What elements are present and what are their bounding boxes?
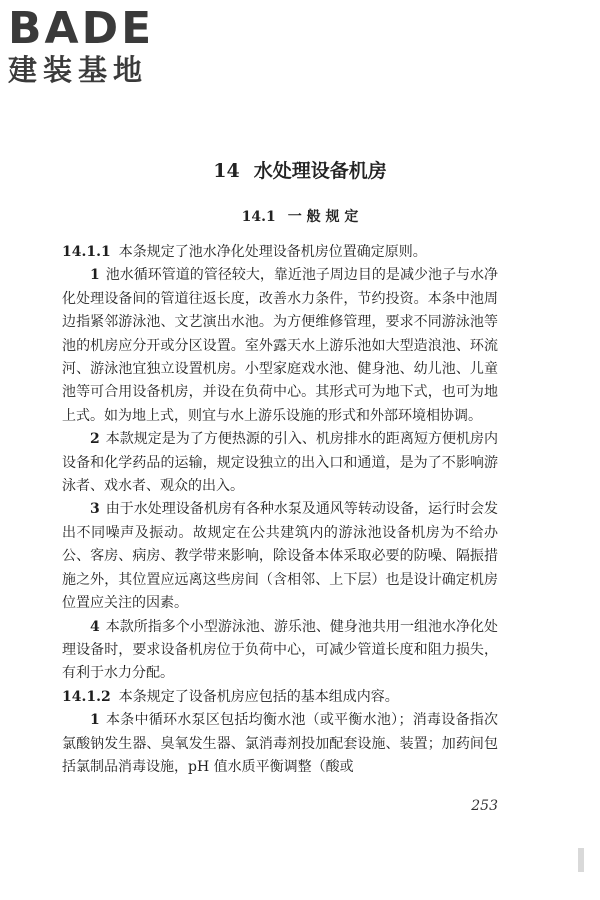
scan-edge-mark [578,848,584,872]
publisher-logo [8,3,178,87]
section-title [0,206,600,226]
clause-14-1-2-item-1 [62,709,498,779]
section-title-text: 一 般 规 定 [287,209,359,225]
item-number: 4 [90,618,100,635]
clause-14-1-1-item-3 [62,498,498,615]
chapter-number: 14 [213,160,240,182]
item-text: 本款规定是为了方便热源的引入、机房排水的距离短方便机房内设备和化学药品的运输，规定设独立的出入口和通道，是为了不影响游泳者、戏水者、观众的出入。 [62,431,498,495]
clause-text: 本条规定了池水净化处理设备机房位置确定原则。 [118,244,427,260]
clause-14-1-2 [62,686,498,709]
body-text [62,241,498,779]
clause-14-1-1-item-2 [62,428,498,498]
logo-subtitle: 建装基地 [8,53,149,87]
item-number: 2 [90,431,100,448]
page-number: 253 [471,798,498,814]
clause-number: 14.1.2 [62,688,111,705]
item-text: 本条中循环水泵区包括均衡水池（或平衡水池）；消毒设备指次氯酸钠发生器、臭氧发生器、氯消毒剂投加配套设施、装置；加药间包括氯制品消毒设施，pH 值水质平衡调整（酸或 [62,712,498,775]
section-number: 14.1 [241,209,276,225]
item-number: 3 [90,501,100,518]
chapter-title [0,156,600,183]
chapter-title-text: 水处理设备机房 [253,160,387,182]
clause-number: 14.1.1 [62,244,111,260]
item-text: 本款所指多个小型游泳池、游乐池、健身池共用一组池水净化处理设备时，要求设备机房位于负荷中心，可减少管道长度和阻力损失，有利于水力分配。 [62,618,498,682]
clause-14-1-1 [62,241,498,264]
item-text: 池水循环管道的管径较大，靠近池子周边目的是减少池子与水净化处理设备间的管道往返长度，改善水力条件，节约投资。本条中池周边指紧邻游泳池、文艺演出水池。为方便维修管理，要求不同游泳池等池的机房应分开或分区设置。室外露天水上游乐池如大型造浪池、环流河、游泳池宜独立设置机房。小型家庭戏水池、健身池、幼儿池、儿童池等可合用设备机房，并设在负荷中心。其形式可为地下式，也可为地上式。如为地上式，则宜与水上游乐设施的形式和外部环境相协调。 [62,267,498,424]
clause-14-1-1-item-1 [62,264,498,428]
clause-14-1-1-item-4 [62,616,498,686]
clause-text: 本条规定了设备机房应包括的基本组成内容。 [118,688,399,705]
item-number: 1 [90,712,100,729]
item-number: 1 [90,267,100,284]
item-text: 由于水处理设备机房有各种水泵及通风等转动设备，运行时会发出不同噪声及振动。故规定在公共建筑内的游泳池设备机房为不给办公、客房、病房、教学带来影响，除设备本体采取必要的防噪、隔振措施之外，其位置应远离这些房间（含相邻、上下层）也是设计确定机房位置应关注的因素。 [62,501,498,612]
logo-wordmark: BADE [8,3,155,54]
